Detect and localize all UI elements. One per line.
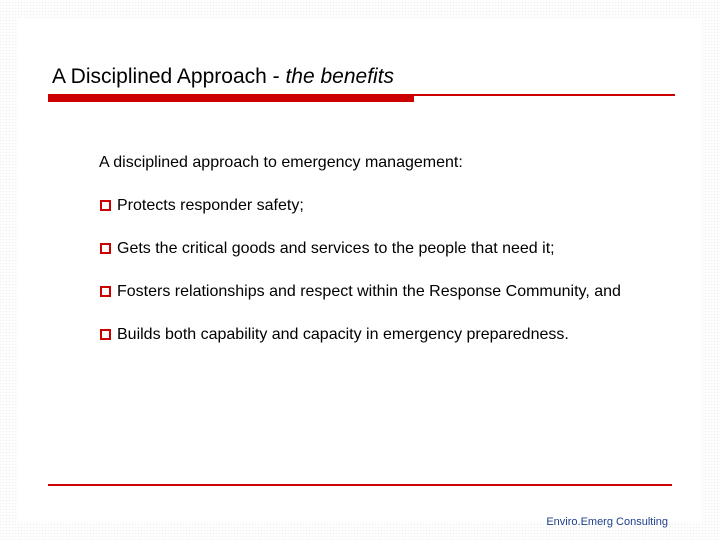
checkbox-bullet-icon bbox=[100, 286, 111, 297]
bullet-item bbox=[99, 324, 679, 346]
bullet-item bbox=[99, 195, 679, 217]
bullet-text: Builds both capability and capacity in emergency preparedness. bbox=[117, 326, 569, 343]
bullet-text: Fosters relationships and respect within the Response Community, and bbox=[117, 283, 621, 300]
title-main-text: A Disciplined Approach - bbox=[52, 65, 286, 88]
slide-body bbox=[99, 152, 679, 367]
bullet-item bbox=[99, 281, 679, 303]
bullet-text: Gets the critical goods and services to the people that need it; bbox=[117, 240, 555, 257]
title-divider-thick bbox=[48, 95, 414, 102]
checkbox-bullet-icon bbox=[100, 243, 111, 254]
title-italic-text: the benefits bbox=[285, 65, 395, 88]
bullet-item bbox=[99, 238, 679, 260]
footer-divider bbox=[48, 484, 672, 486]
checkbox-bullet-icon bbox=[100, 200, 111, 211]
slide-title bbox=[52, 63, 394, 91]
checkbox-bullet-icon bbox=[100, 329, 111, 340]
bullet-text: Protects responder safety; bbox=[117, 197, 304, 214]
footer-company-name: Enviro.Emerg Consulting bbox=[546, 516, 668, 528]
intro-text: A disciplined approach to emergency management: bbox=[99, 154, 463, 171]
